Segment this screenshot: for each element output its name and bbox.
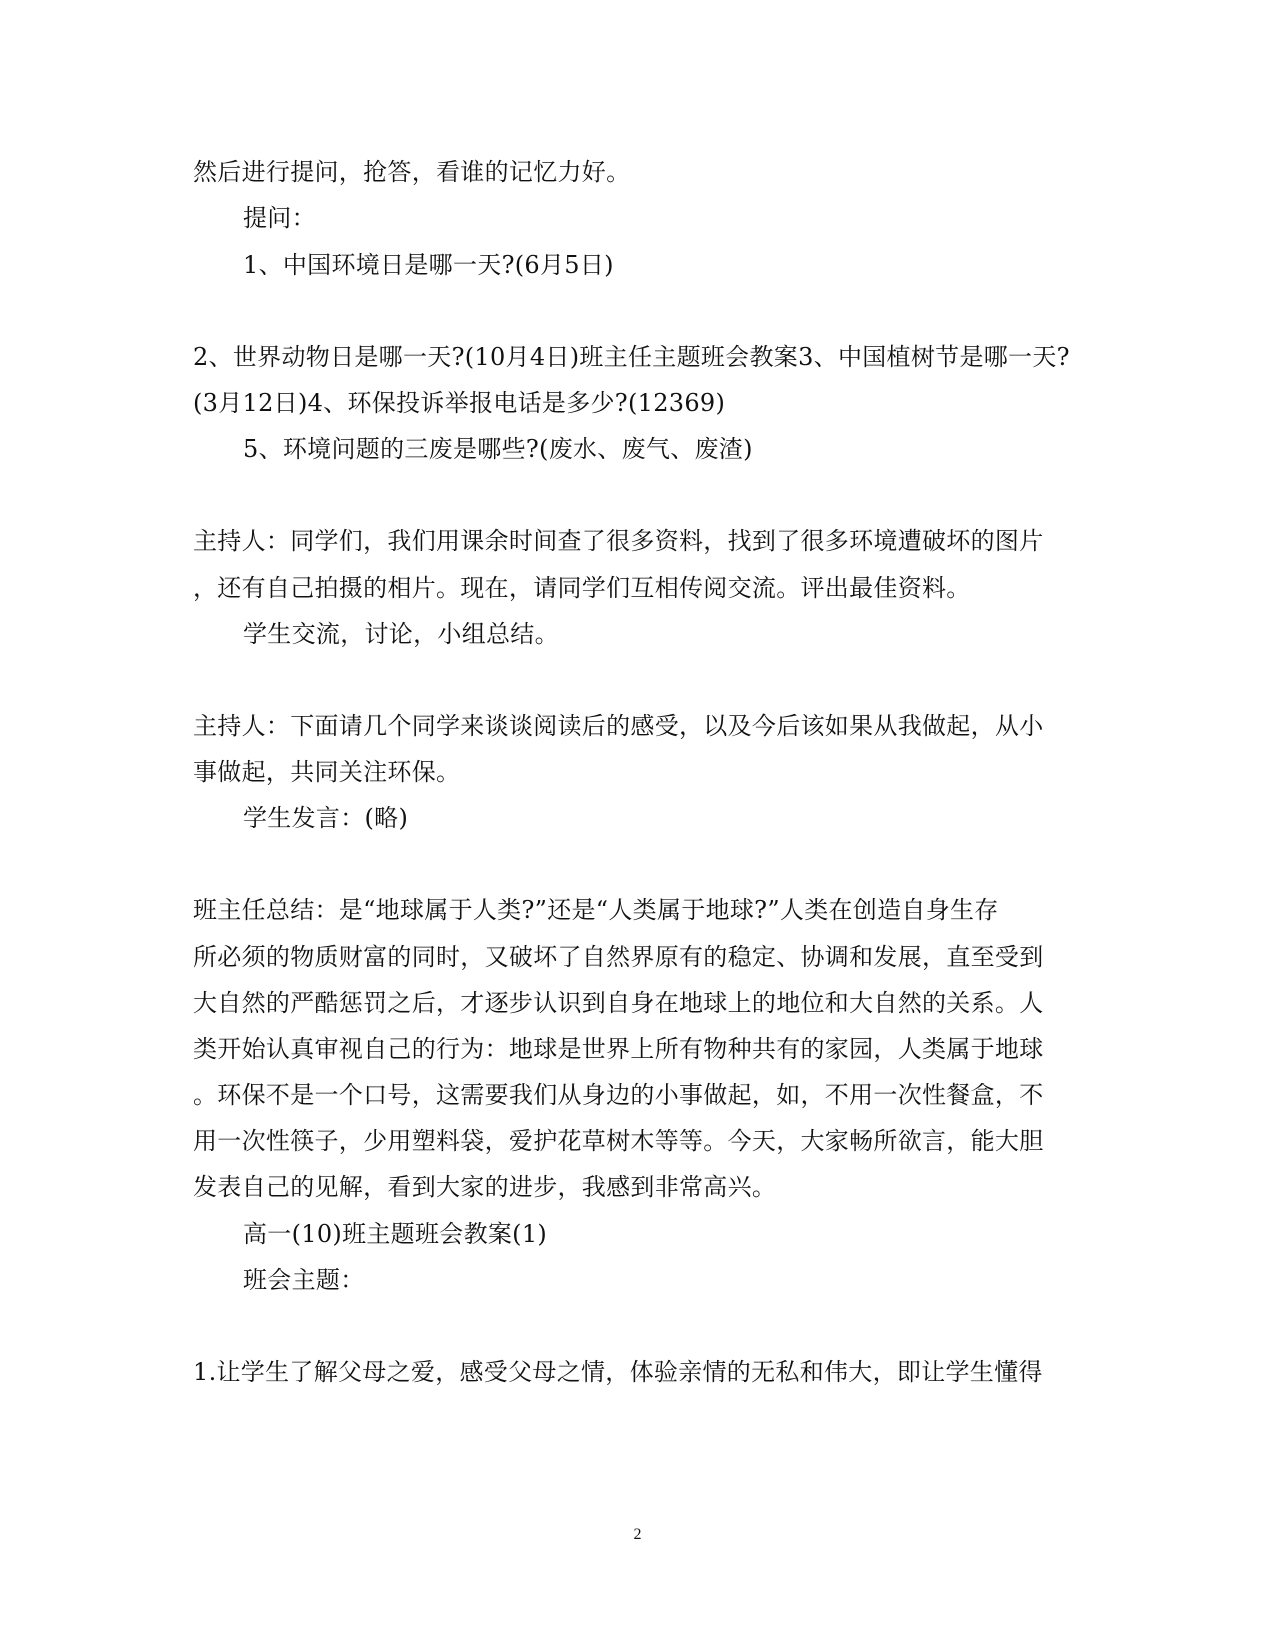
text-line: 5、环境问题的三废是哪些?(废水、废气、废渣): [243, 435, 753, 463]
text-line: 提问：: [243, 204, 316, 232]
text-line: 学生发言：(略): [243, 804, 409, 832]
text-line: 1、中国环境日是哪一天?(6月5日): [243, 251, 614, 279]
text-line: 发表自己的见解，看到大家的进步，我感到非常高兴。: [193, 1173, 777, 1201]
page-number: 2: [633, 1526, 642, 1543]
text-line: 用一次性筷子，少用塑料袋，爱护花草树木等等。今天，大家畅所欲言，能大胆: [193, 1127, 1044, 1155]
text-line: 班会主题：: [243, 1266, 365, 1294]
text-line: 类开始认真审视自己的行为：地球是世界上所有物种共有的家园，人类属于地球: [193, 1035, 1044, 1063]
text-line: 学生交流，讨论，小组总结。: [243, 620, 559, 648]
text-line: 主持人：下面请几个同学来谈谈阅读后的感受，以及今后该如果从我做起，从小: [193, 712, 1044, 740]
text-line: 高一(10)班主题班会教案(1): [243, 1220, 548, 1248]
text-line: ，还有自己拍摄的相片。现在，请同学们互相传阅交流。评出最佳资料。: [193, 574, 971, 602]
text-line: 事做起，共同关注环保。: [193, 758, 461, 786]
text-line: 主持人：同学们，我们用课余时间查了很多资料，找到了很多环境遭破坏的图片: [193, 527, 1044, 555]
text-line: 1.让学生了解父母之爱，感受父母之情，体验亲情的无私和伟大，即让学生懂得: [193, 1358, 1043, 1386]
text-line: 班主任总结：是“地球属于人类?”还是“人类属于地球?”人类在创造自身生存: [193, 896, 999, 924]
text-line: 2、世界动物日是哪一天?(10月4日)班主任主题班会教案3、中国植树节是哪一天?: [193, 343, 1070, 371]
text-line: 所必须的物质财富的同时，又破坏了自然界原有的稳定、协调和发展，直至受到: [193, 943, 1044, 971]
text-line: (3月12日)4、环保投诉举报电话是多少?(12369): [193, 389, 726, 417]
text-line: 然后进行提问，抢答，看谁的记忆力好。: [193, 158, 631, 186]
text-line: 大自然的严酷惩罚之后，才逐步认识到自身在地球上的地位和大自然的关系。人: [193, 989, 1044, 1017]
text-line: 。环保不是一个口号，这需要我们从身边的小事做起，如，不用一次性餐盒，不: [193, 1081, 1044, 1109]
